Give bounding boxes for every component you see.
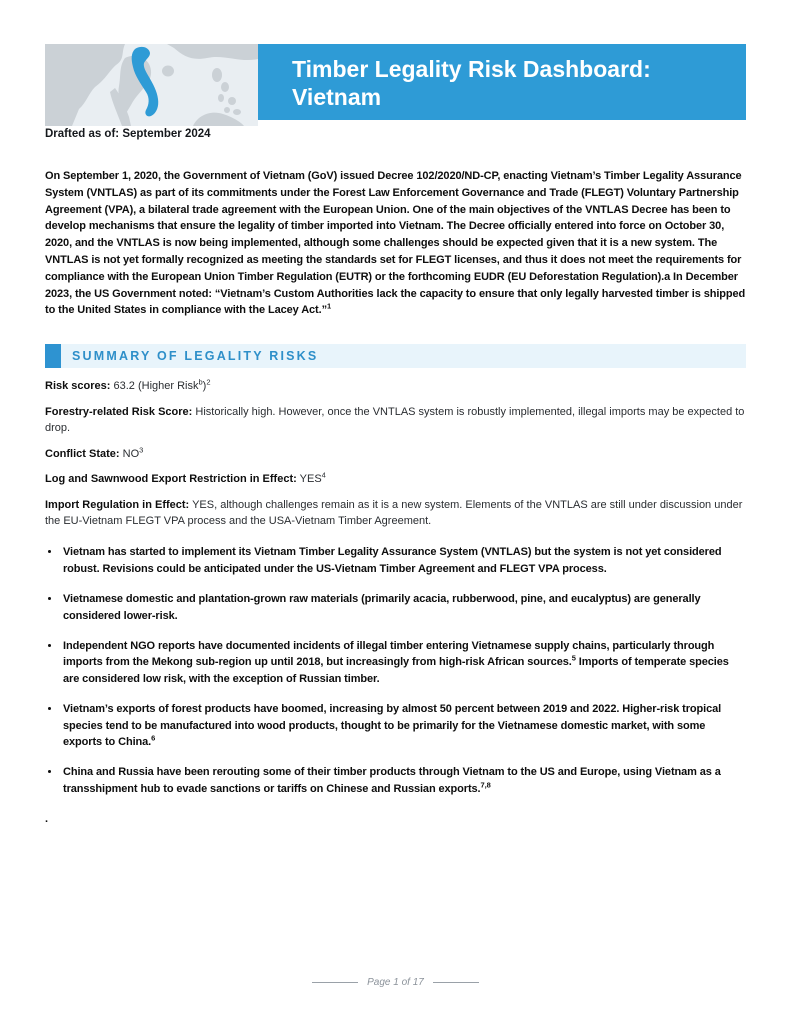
risk-scores-line (45, 378, 746, 394)
bullet-sup: 6 (151, 733, 156, 743)
list-item (61, 701, 746, 751)
bullet-text: Vietnamese domestic and plantation-grown raw materials (primarily acacia, rubberwood, pine, and eucalyptus) are generally considered lower-risk. (63, 593, 701, 622)
report-title-line1: Timber Legality Risk Dashboard: (292, 56, 651, 82)
title-banner (258, 44, 746, 120)
import-regulation-line (45, 497, 746, 529)
risk-scores-label: Risk scores: (45, 380, 111, 392)
log-sawnwood-label: Log and Sawnwood Export Restriction in Effect: (45, 473, 297, 486)
section-accent-square-icon (45, 344, 61, 368)
footer-rule-right (433, 982, 479, 983)
trailing-period: . (45, 813, 49, 826)
forestry-risk-line (45, 404, 746, 436)
report-title-line2: Vietnam (292, 84, 382, 110)
risk-scores-paren: ) (202, 380, 207, 392)
section-title: SUMMARY OF LEGALITY RISKS (72, 349, 319, 363)
conflict-state-value: NO (122, 447, 140, 460)
log-sawnwood-line (45, 471, 746, 487)
import-regulation-value: YES, although challenges remain as it is a new system. Elements of the VNTLAS are still under discussion under the EU-Vietnam FLEGT VPA process and the USA-Vietnam Timber Agreement. (45, 499, 743, 528)
header-row (45, 44, 746, 126)
page-number: Page 1 of 17 (367, 977, 424, 988)
conflict-state-label: Conflict State: (45, 447, 120, 460)
bullet-sup: 5 (571, 653, 576, 663)
forestry-risk-label: Forestry-related Risk Score: (45, 405, 193, 418)
footer-rule-left (312, 982, 358, 983)
island-philippines-1 (212, 68, 222, 82)
section-header-summary-of-legality-risks (45, 344, 746, 368)
risk-scores-value: 63.2 (Higher Risk (113, 380, 199, 392)
intro-text: On September 1, 2020, the Government of Vietnam (GoV) issued Decree 102/2020/ND-CP, enacting Vietnam’s Timber Legality Assurance System (VNTLAS) as part of its commitments under the Forest Law Enforcement Governance and Trade (FLEGT) Voluntary Partnership Agreement (VPA), a bilateral trade agreement with the European Union. One of the main objectives of the VNTLAS Decree has been to develop mechanisms that ensure the legality of timber imported into Vietnam. The Decree officially entered into force on October 30, 2020, and the VNTLAS is now being implemented, although some challenges should be expected given that it is a new system. The VNTLAS is not yet formally recognized as meeting the standards set for FLEGT licenses, and thus it does not meet the requirements for compliance with the European Union Timber Regulation (EUTR) or the forthcoming EUDR (EU Deforestation Regulation).a In December 2023, the US Government noted: “Vietnam’s Custom Authorities lack the capacity to ensure that only legally harvested timber is shipped to the United States in compliance with the Lacey Act.” (45, 170, 746, 317)
legality-risk-bullets (45, 544, 746, 797)
risk-scores-sup-outer: 2 (206, 377, 211, 387)
bullet-text: Vietnam’s exports of forest products have boomed, increasing by almost 50 percent between 2019 and 2022. Higher-risk tropical species tend to be manufactured into wood products, thought to be primarily for the Vietnamese domestic market, with some exports to China. (63, 703, 722, 749)
intro-footnote-sup: 1 (326, 301, 332, 311)
summary-body (45, 378, 746, 827)
log-sawnwood-sup: 4 (321, 470, 326, 480)
list-item (61, 591, 746, 624)
southeast-asia-map (45, 44, 258, 126)
bullet-sup: 7,8 (480, 780, 491, 790)
log-sawnwood-value: YES (299, 473, 322, 486)
conflict-state-sup: 3 (139, 444, 144, 454)
bullet-text: Vietnam has started to implement its Vietnam Timber Legality Assurance System (VNTLAS) but the system is not yet considered robust. Revisions could be anticipated under the US-Vietnam Timber Agreement and FLEGT VPA process. (63, 546, 722, 576)
map-graphic (45, 44, 258, 126)
risk-scores-sup-inner: b (198, 377, 203, 387)
bullet-text: China and Russia have been rerouting some of their timber products through Vietnam to the US and Europe, using Vietnam as a transshipment hub to evade sanctions or tariffs on Chinese and Russian exports. (63, 766, 721, 795)
island-philippines-3 (218, 94, 224, 102)
island-philippines-6 (233, 109, 241, 115)
bullet-text-cont: Imports of temperate species are considered low risk, with the exception of Russian timber. (63, 656, 729, 685)
forestry-risk-value: Historically high. However, once the VNTLAS system is robustly implemented, illegal imports may be expected to drop. (45, 405, 745, 434)
list-item (61, 638, 746, 688)
import-regulation-label: Import Regulation in Effect: (45, 499, 190, 512)
island-philippines-2 (221, 82, 229, 92)
list-item (61, 764, 746, 797)
drafted-date: Drafted as of: September 2024 (45, 128, 211, 140)
conflict-state-line (45, 446, 746, 462)
page-footer (0, 977, 791, 988)
island-philippines-5 (224, 107, 230, 113)
island-hainan (162, 66, 174, 77)
bullet-text: Independent NGO reports have documented incidents of illegal timber entering Vietnamese supply chains, particularly through imports from the Mekong sub-region up until 2018, but increasingly from high-risk African sources. (63, 639, 715, 669)
list-item (61, 544, 746, 577)
intro-paragraph (45, 168, 746, 319)
island-philippines-4 (228, 97, 236, 105)
